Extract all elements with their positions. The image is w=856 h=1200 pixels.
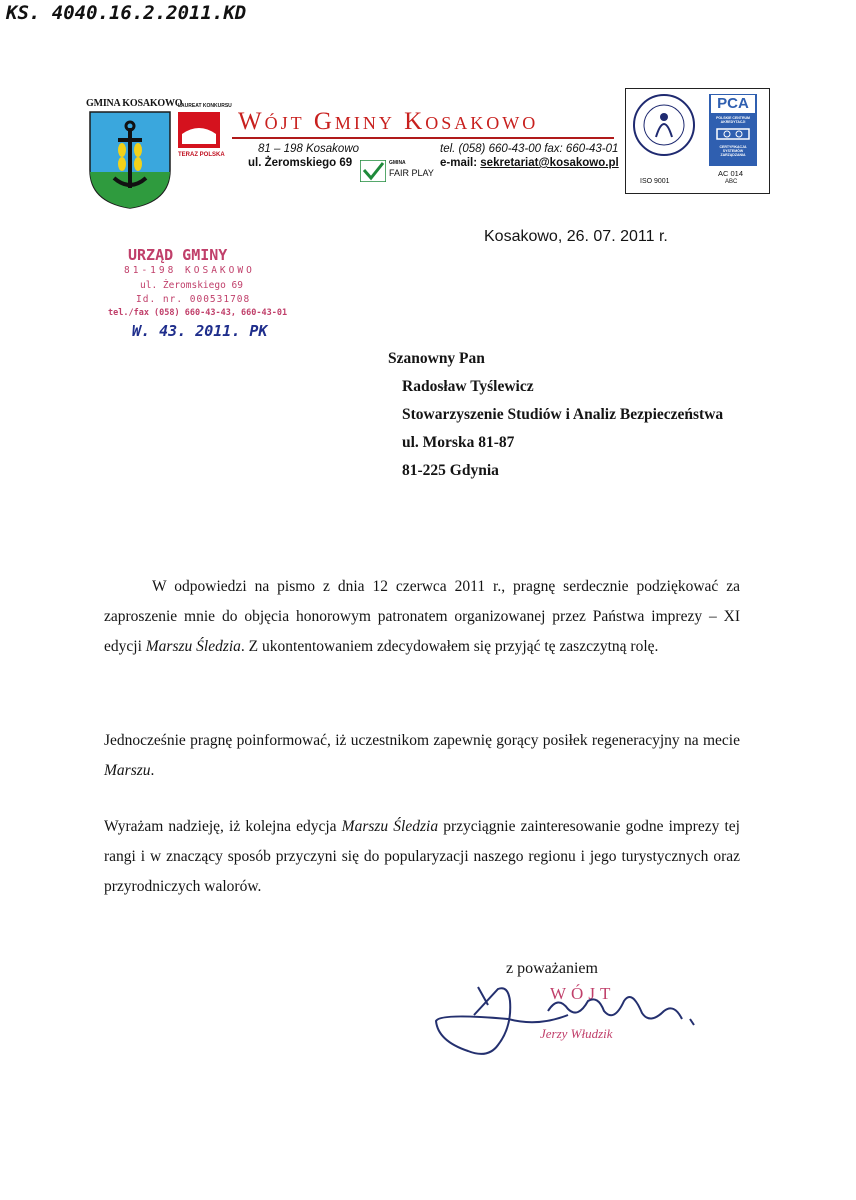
recipient-salutation: Szanowny Pan [388,350,485,367]
postal-address: 81 – 198 Kosakowo [258,143,360,155]
pca-logo: PCA [711,95,755,113]
email-link[interactable]: sekretariat@kosakowo.pl [480,157,619,169]
date-line: Kosakowo, 26. 07. 2011 r. [484,228,668,245]
fair-play-small: GMINA [389,160,406,166]
pca-code: AC 014 [718,169,744,178]
pca-mark-icon [716,128,750,140]
pca-abc: ABC [725,179,738,185]
p3-emphasis: Marszu Śledzia [341,818,439,835]
p2-text-a: Jednocześnie pragnę poinformować, iż uczestnikom zapewnię gorący posiłek regeneracyjny na mecie [104,732,740,749]
fair-play-check-icon [360,160,386,182]
email-line [440,157,619,169]
stamp-handwritten: W. 43. 2011. PK [132,322,268,340]
closing-regards: z poważaniem [506,960,598,977]
p3-text-a: Wyrażam nadzieję, iż kolejna edycja [104,818,342,835]
stamp-line-3: ul. Żeromskiego 69 [140,280,243,291]
prs-seal-icon [632,93,696,157]
street-address: ul. Żeromskiego 69 [248,157,353,169]
stamp-line-5: tel./fax (058) 660-43-43, 660-43-01 [108,308,288,318]
recipient-organization: Stowarzyszenie Studiów i Analiz Bezpieczeństwa [402,406,724,423]
stamp-line-1: URZĄD GMINY [128,246,228,264]
body-paragraph-1 [104,572,740,662]
reference-number: KS. 4040.16.2.2011.KD [6,2,247,24]
p3-text-b: przyciągnie zainteresowanie godne imprezy tej rangi i w znaczący sposób przyczyni się do popularyzacji naszego regionu i jego turystycznych oraz przyrodniczych walorów. [104,818,740,895]
crest-label: GMINA KOSAKOWO [86,98,183,109]
body-paragraph-2 [104,726,740,786]
p2-text-b: . [150,762,155,779]
signature-stamp-title: WÓJT [550,984,616,1003]
teraz-polska-top: LAUREAT KONKURSU [178,103,232,109]
recipient-street: ul. Morska 81-87 [402,434,515,451]
teraz-polska-logo-icon [178,112,220,148]
recipient-name: Radosław Tyślewicz [402,378,534,395]
teraz-polska-bottom: TERAZ POLSKA [178,152,225,158]
stamp-line-4: Id. nr. 000531708 [136,294,251,305]
body-paragraph-3 [104,812,740,902]
recipient-city: 81-225 Gdynia [402,462,499,479]
title-rule [232,137,614,139]
coat-of-arms-icon [88,110,172,210]
fair-play-label: FAIR PLAY [389,168,434,178]
iso-label: ISO 9001 [640,178,670,185]
letterhead-title: Wójt Gminy Kosakowo [238,108,539,135]
p1-text-b: . Z ukontentowaniem zdecydowałem się przyjąć tę zaszczytną rolę. [240,638,659,655]
p2-emphasis: Marszu [104,762,151,779]
email-label: e-mail: [440,157,478,169]
phone-fax: tel. (058) 660-43-00 fax: 660-43-01 [440,143,619,155]
stamp-line-2: 81-198 KOSAKOWO [124,265,255,276]
p1-emphasis: Marszu Śledzia [145,638,241,655]
signature-stamp-name: Jerzy Włudzik [540,1026,613,1041]
pca-subtitle: POLSKIE CENTRUM AKREDYTACJI [716,116,750,124]
pca-cert: CERTYFIKACJA SYSTEMÓW ZARZĄDZANIA [719,145,747,157]
handwritten-signature [428,975,708,1065]
p1-text-a: W odpowiedzi na pismo z dnia 12 czerwca 2011 r., pragnę serdecznie podziękować za zaproszenie mnie do objęcia honorowym patronatem organizowanej przez Państwa imprezy – XI edycji [104,578,740,655]
